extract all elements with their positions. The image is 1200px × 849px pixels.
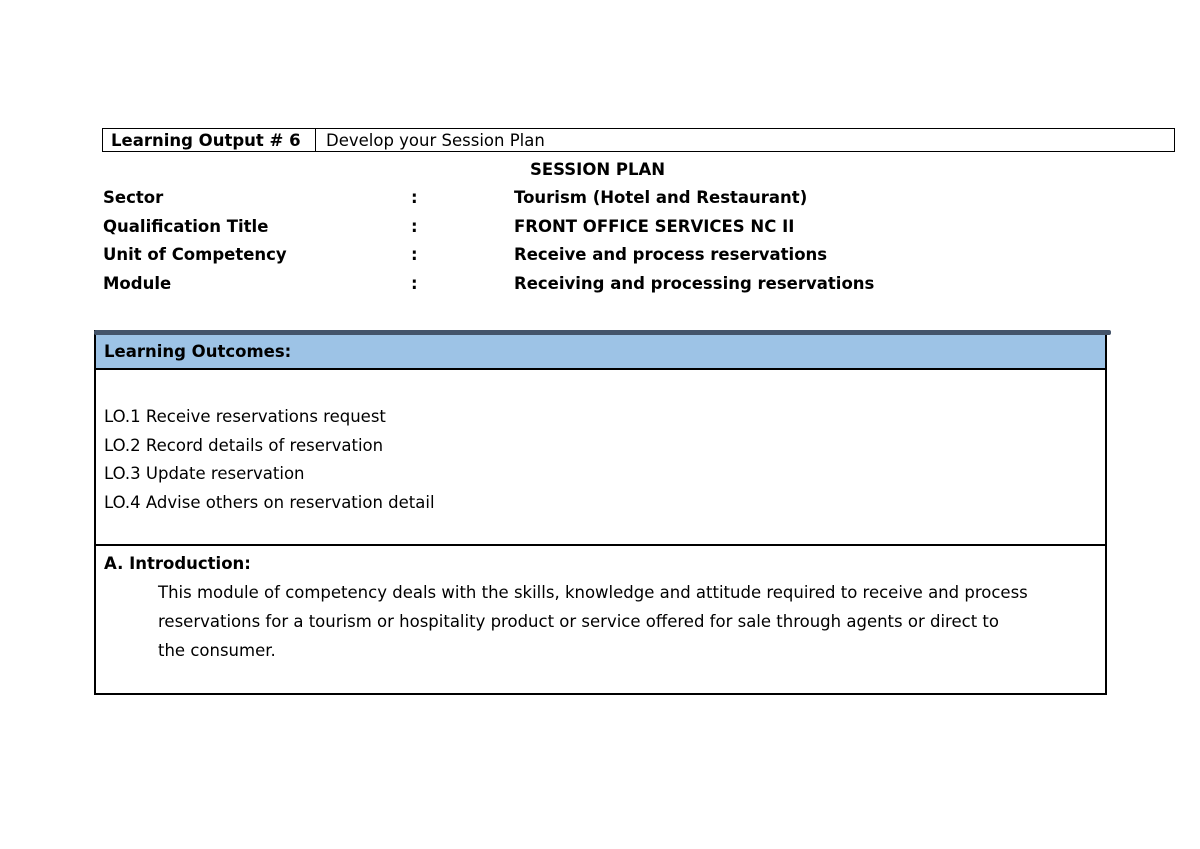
session-plan-title: SESSION PLAN	[530, 160, 666, 179]
introduction-text	[158, 578, 1078, 665]
info-value: Receiving and processing reservations	[514, 274, 875, 293]
info-label: Qualification Title	[103, 217, 269, 236]
learning-outcome-item: LO.2 Record details of reservation	[104, 435, 384, 455]
section-divider	[96, 544, 1105, 546]
info-colon: :	[411, 245, 418, 264]
learning-outcome-item: LO.3 Update reservation	[104, 464, 305, 484]
learning-outcomes-heading: Learning Outcomes:	[96, 335, 1105, 370]
session-plan-table	[94, 330, 1107, 695]
learning-output-value: Develop your Session Plan	[326, 130, 545, 150]
info-label: Unit of Competency	[103, 245, 287, 264]
introduction-heading: A. Introduction:	[104, 554, 251, 573]
learning-outcome-item: LO.1 Receive reservations request	[104, 407, 386, 426]
learning-output-label: Learning Output # 6	[103, 129, 316, 151]
info-label: Sector	[103, 188, 164, 207]
info-value: Tourism (Hotel and Restaurant)	[514, 188, 808, 207]
introduction-line: reservations for a tourism or hospitality product or service offered for sale through agents or direct to	[158, 612, 999, 631]
info-value: FRONT OFFICE SERVICES NC II	[514, 217, 795, 236]
learning-outcome-item: LO.4 Advise others on reservation detail	[104, 492, 435, 512]
introduction-line: the consumer.	[158, 641, 276, 660]
info-value: Receive and process reservations	[514, 245, 828, 264]
learning-output-header	[102, 128, 1175, 152]
learning-outcomes-list	[104, 403, 435, 517]
info-label: Module	[103, 274, 172, 293]
info-colon: :	[411, 217, 418, 236]
introduction-line: This module of competency deals with the skills, knowledge and attitude required to receive and process	[158, 583, 1028, 602]
info-colon: :	[411, 274, 418, 293]
info-colon: :	[411, 188, 418, 207]
